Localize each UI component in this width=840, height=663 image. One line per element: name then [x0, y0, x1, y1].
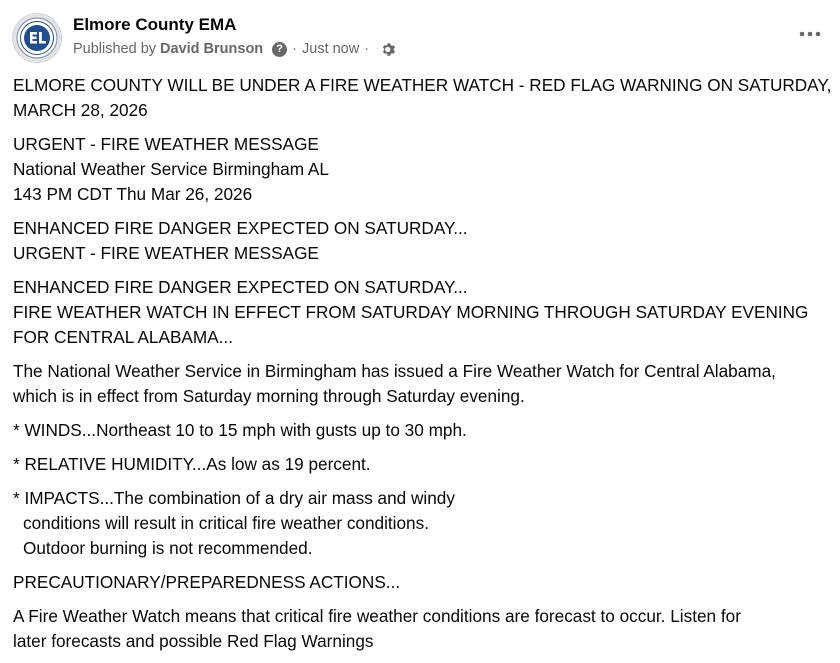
text-line: PRECAUTIONARY/PREPAREDNESS ACTIONS... — [13, 572, 401, 592]
post-meta — [73, 39, 396, 59]
meta-separator: · — [292, 41, 297, 57]
text-line: URGENT - FIRE WEATHER MESSAGE — [13, 134, 319, 154]
meta-separator: · — [364, 41, 370, 57]
text-line: A Fire Weather Watch means that critical fire weather conditions are forecast to occur. Listen for — [13, 606, 741, 626]
text-line: 143 PM CDT Thu Mar 26, 2026 — [13, 184, 253, 204]
text-line: ENHANCED FIRE DANGER EXPECTED ON SATURDAY... — [13, 218, 468, 238]
publisher-name[interactable]: David Brunson — [160, 41, 264, 57]
post-message — [13, 73, 833, 663]
humidity-paragraph — [13, 452, 833, 477]
text-line: which is in effect from Saturday morning through Saturday evening. — [13, 386, 525, 406]
actions-paragraph — [13, 570, 833, 595]
text-line: URGENT - FIRE WEATHER MESSAGE — [13, 243, 319, 263]
text-line: The National Weather Service in Birmingham has issued a Fire Weather Watch for Central Alabama, — [13, 361, 776, 381]
post-header — [12, 12, 828, 64]
ema-seal-icon — [12, 13, 62, 63]
watch-paragraph — [13, 275, 833, 350]
text-line: conditions will result in critical fire weather conditions. — [23, 513, 429, 533]
text-line: MARCH 28, 2026 — [13, 100, 148, 120]
text-line: * IMPACTS...The combination of a dry air mass and windy — [13, 488, 455, 508]
danger-paragraph — [13, 216, 833, 266]
page-name[interactable]: Elmore County EMA — [73, 15, 237, 34]
watch-meaning-paragraph — [13, 604, 833, 654]
text-line: * RELATIVE HUMIDITY...As low as 19 percent. — [13, 454, 371, 474]
impacts-paragraph — [13, 486, 833, 561]
gear-icon[interactable] — [381, 42, 396, 57]
text-line: ENHANCED FIRE DANGER EXPECTED ON SATURDAY... — [13, 277, 468, 297]
text-line: FOR CENTRAL ALABAMA... — [13, 327, 233, 347]
page-avatar[interactable] — [12, 13, 62, 63]
more-options-button[interactable] — [792, 22, 828, 46]
help-icon[interactable]: ? — [272, 42, 287, 57]
more-dots-icon — [799, 31, 821, 37]
post-timestamp[interactable]: Just now — [302, 41, 360, 57]
text-line: FIRE WEATHER WATCH IN EFFECT FROM SATURDAY MORNING THROUGH SATURDAY EVENING — [13, 302, 809, 322]
issued-paragraph — [13, 359, 833, 409]
text-line: ELMORE COUNTY WILL BE UNDER A FIRE WEATHER WATCH - RED FLAG WARNING ON SATURDAY, — [13, 75, 832, 95]
text-line: Outdoor burning is not recommended. — [23, 538, 313, 558]
text-line: later forecasts and possible Red Flag Warnings — [13, 631, 374, 651]
message-header-paragraph — [13, 132, 833, 207]
text-line: * WINDS...Northeast 10 to 15 mph with gusts up to 30 mph. — [13, 420, 467, 440]
headline-paragraph — [13, 73, 833, 123]
published-by-label: Published by — [73, 41, 157, 57]
text-line: National Weather Service Birmingham AL — [13, 159, 329, 179]
winds-paragraph — [13, 418, 833, 443]
